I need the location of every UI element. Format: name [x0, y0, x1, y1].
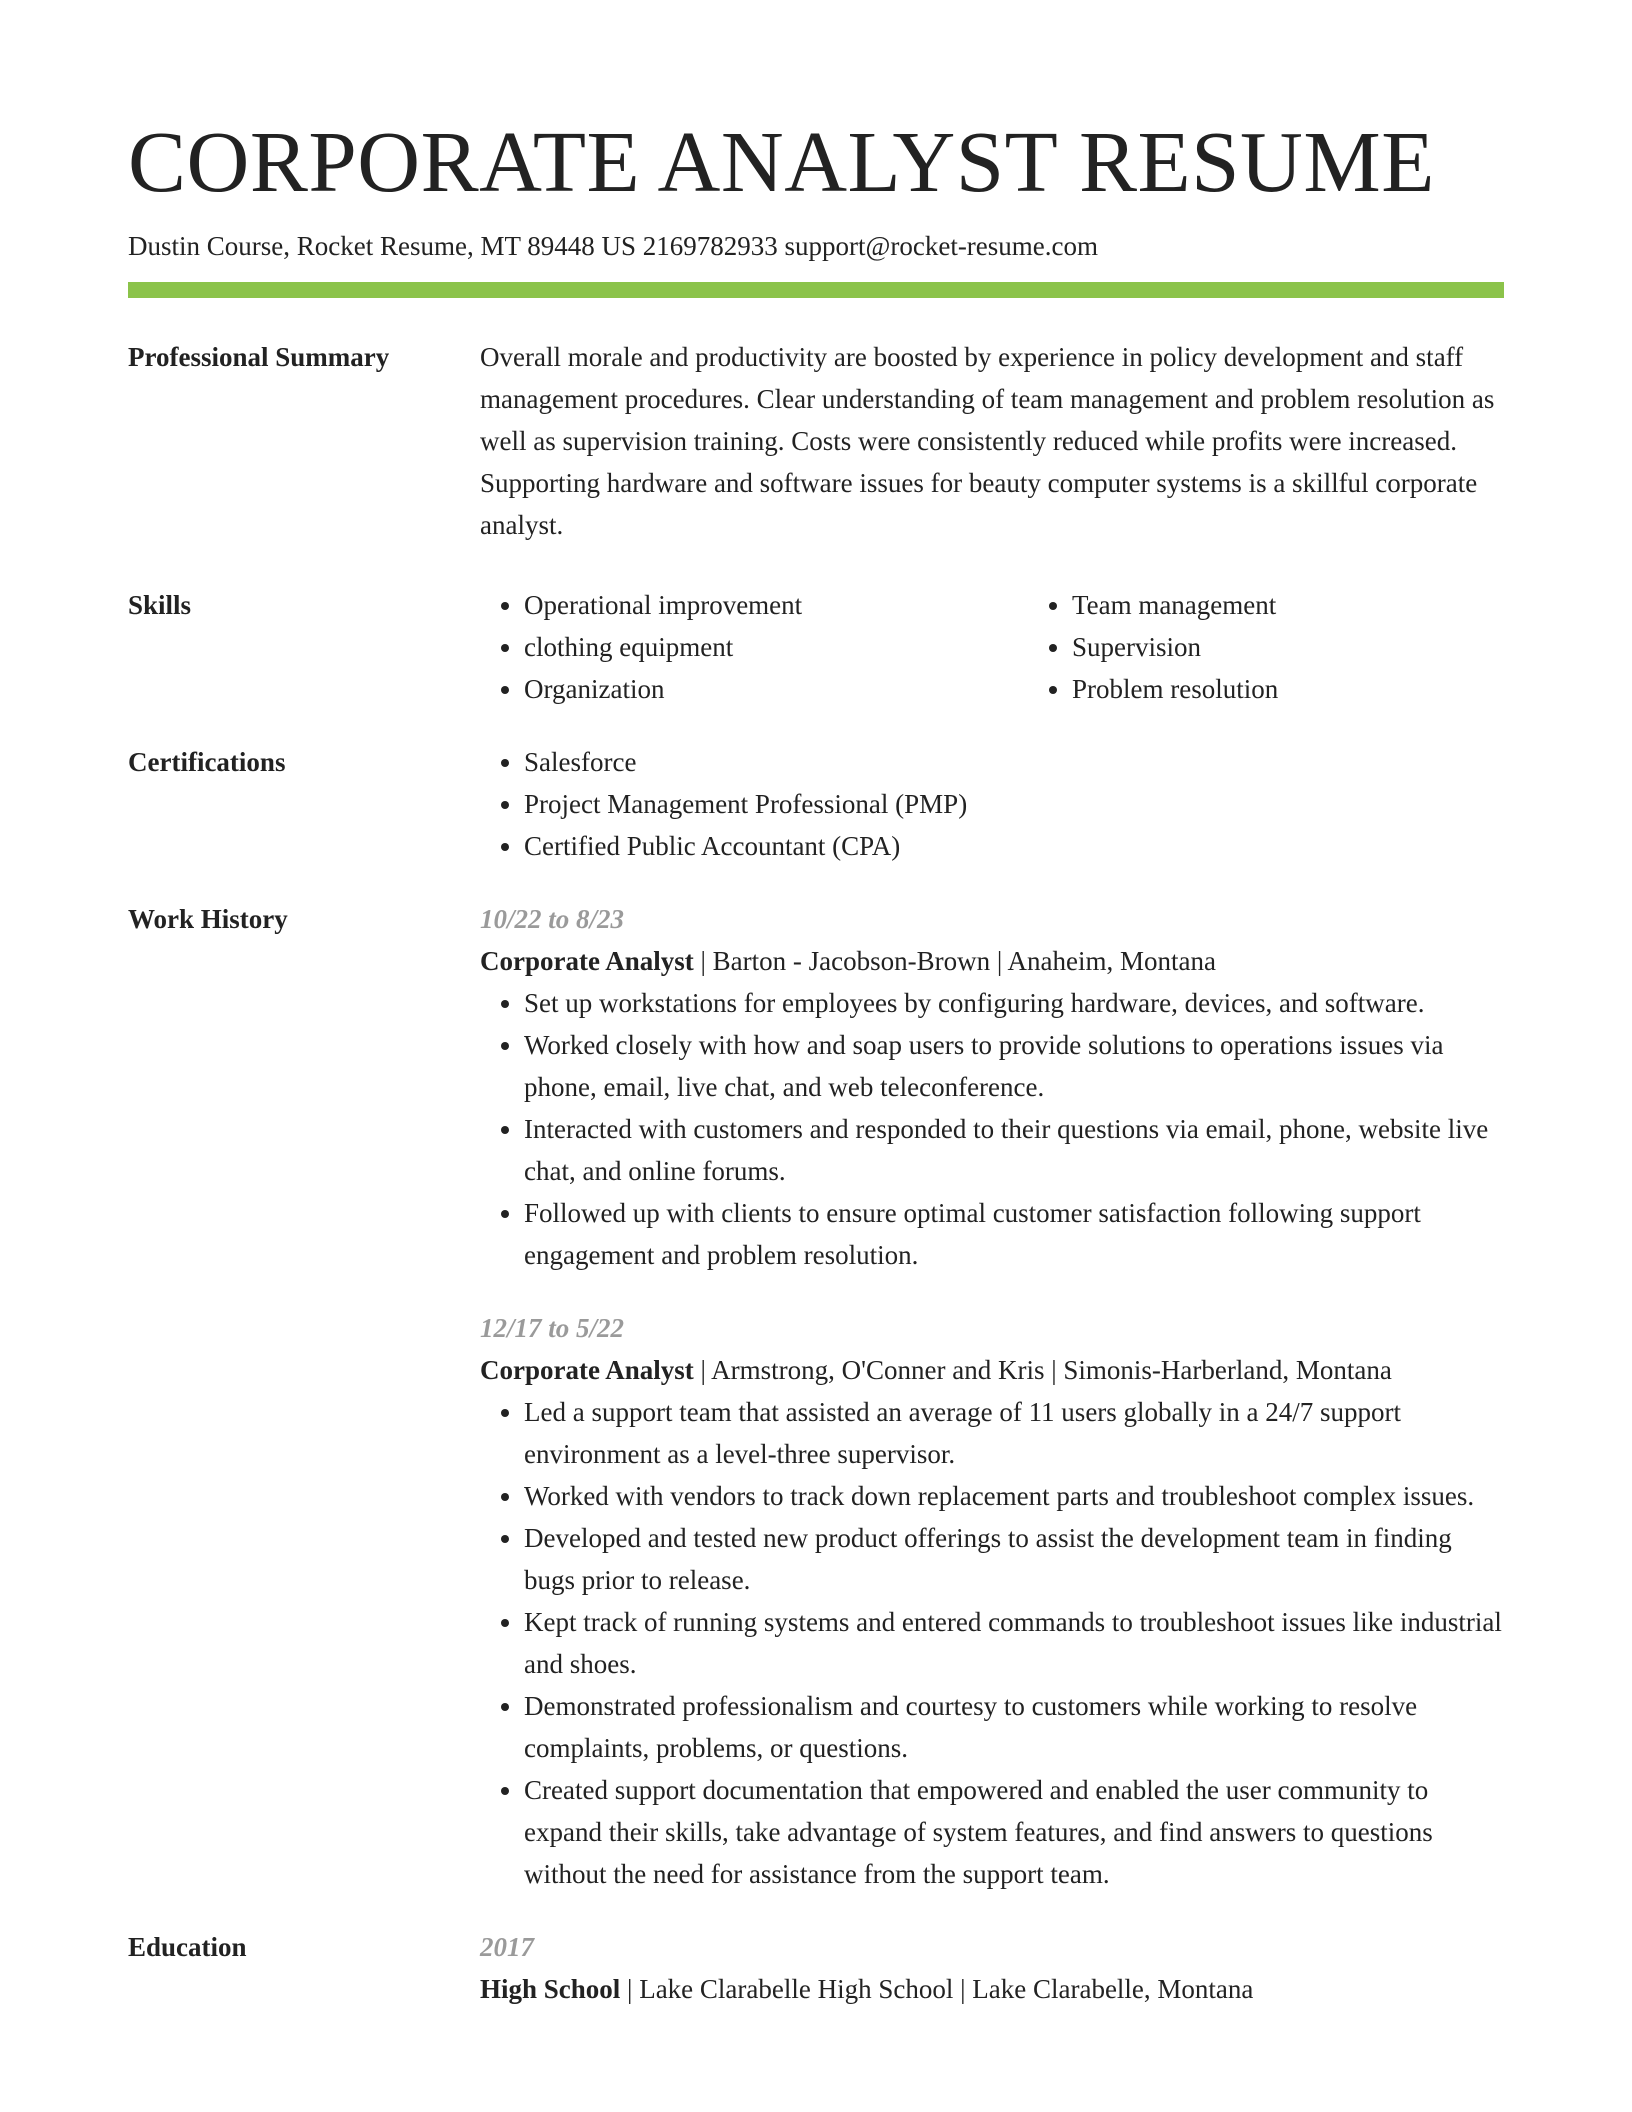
job-header [480, 1349, 1504, 1391]
skill-item: • Operational improvement [524, 584, 1028, 626]
skill-item: • Team management [1072, 584, 1576, 626]
job-bullet: • Developed and tested new product offerings to assist the development team in finding bugs prior to release. [524, 1517, 1504, 1601]
job-bullet: • Followed up with clients to ensure optimal customer satisfaction following support engagement and problem resolution. [524, 1192, 1504, 1276]
education-entry [480, 1926, 1504, 2010]
certification-item: • Certified Public Accountant (CPA) [524, 825, 1504, 867]
job-bullets [480, 982, 1504, 1276]
resume-page [128, 0, 1504, 2010]
work-history-section [128, 898, 1504, 1895]
job-bullet: • Demonstrated professionalism and courtesy to customers while working to resolve complaints, problems, or questions. [524, 1685, 1504, 1769]
job-bullet: • Kept track of running systems and entered commands to troubleshoot issues like industrial and shoes. [524, 1601, 1504, 1685]
education-header [480, 1968, 1504, 2010]
job-bullet: • Led a support team that assisted an average of 11 users globally in a 24/7 support environment as a level-three supervisor. [524, 1391, 1504, 1475]
summary-section [128, 336, 1504, 546]
job-bullets [480, 1391, 1504, 1895]
job-header [480, 940, 1504, 982]
resume-title: CORPORATE ANALYST RESUME [128, 113, 1435, 210]
job-bullet: • Worked closely with how and soap users to provide solutions to operations issues via phone, email, live chat, and web teleconference. [524, 1024, 1504, 1108]
work-history-list [480, 898, 1504, 1895]
job-bullet: • Set up workstations for employees by configuring hardware, devices, and software. [524, 982, 1504, 1024]
skill-item: • Organization [524, 668, 1028, 710]
certification-item: • Salesforce [524, 741, 1504, 783]
skill-item: • Problem resolution [1072, 668, 1576, 710]
education-details: | Lake Clarabelle High School | Lake Clarabelle, Montana [620, 1974, 1254, 2004]
skill-item: • clothing equipment [524, 626, 1028, 668]
certifications-list [480, 741, 1504, 867]
work-history-heading: Work History [128, 904, 288, 934]
skill-item: • Supervision [1072, 626, 1576, 668]
accent-divider [128, 282, 1504, 298]
certifications-heading: Certifications [128, 747, 286, 777]
certifications-section [128, 741, 1504, 867]
skills-list [480, 584, 1504, 710]
education-heading: Education [128, 1932, 247, 1962]
job-bullet: • Created support documentation that empowered and enabled the user community to expand their skills, take advantage of system features, and find answers to questions without the need for assistance from the support team. [524, 1769, 1504, 1895]
skills-column-left [480, 584, 1028, 710]
job-entry [480, 898, 1504, 1276]
job-details: | Barton - Jacobson-Brown | Anaheim, Montana [693, 946, 1216, 976]
skills-column-right [1028, 584, 1576, 710]
job-bullet: • Interacted with customers and responded to their questions via email, phone, website live chat, and online forums. [524, 1108, 1504, 1192]
skills-heading: Skills [128, 590, 192, 620]
job-dates: 10/22 to 8/23 [480, 904, 625, 934]
summary-heading: Professional Summary [128, 342, 390, 372]
education-year: 2017 [480, 1932, 534, 1962]
job-entry [480, 1307, 1504, 1895]
summary-text: Overall morale and productivity are boosted by experience in policy development and staff management procedures. Clear understanding of team management and problem resolution as well as supervision training. Costs were consistently reduced while profits were increased. Supporting hardware and software issues for beauty computer systems is a skillful corporate analyst. [480, 342, 1495, 540]
education-section [128, 1926, 1504, 2010]
job-details: | Armstrong, O'Conner and Kris | Simonis-Harberland, Montana [693, 1355, 1392, 1385]
contact-line: Dustin Course, Rocket Resume, MT 89448 US 2169782933 support@rocket-resume.com [128, 231, 1099, 261]
skills-section [128, 584, 1504, 710]
job-bullet: • Worked with vendors to track down replacement parts and troubleshoot complex issues. [524, 1475, 1504, 1517]
education-degree: High School [480, 1974, 621, 2004]
job-title: Corporate Analyst [480, 1355, 694, 1385]
job-title: Corporate Analyst [480, 946, 694, 976]
certification-item: • Project Management Professional (PMP) [524, 783, 1504, 825]
job-dates: 12/17 to 5/22 [480, 1313, 625, 1343]
